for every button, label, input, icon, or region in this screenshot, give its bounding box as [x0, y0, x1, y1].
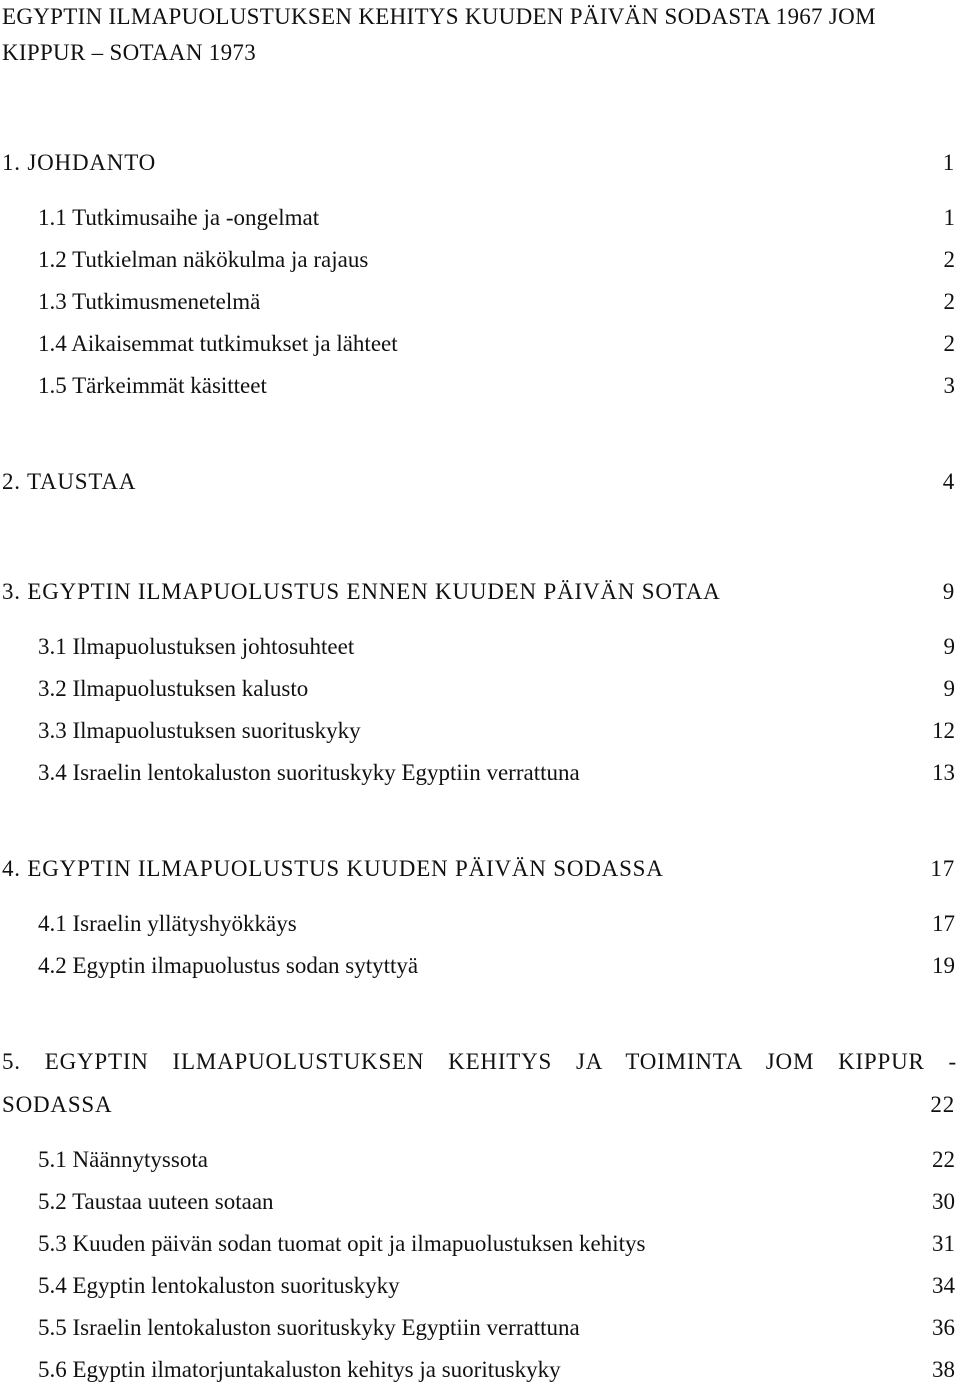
toc-page-number: 13 — [932, 760, 955, 785]
toc-section-3-2[interactable] — [38, 674, 955, 704]
toc-page-number: 30 — [932, 1189, 955, 1214]
toc-page-number: 22 — [930, 1092, 955, 1117]
toc-page-number: 12 — [932, 718, 955, 743]
toc-page-number: 4 — [942, 469, 955, 494]
toc-label: 3.3 Ilmapuolustuksen suorituskyky — [38, 718, 361, 743]
toc-label: 4.2 Egyptin ilmapuolustus sodan sytyttyä — [38, 953, 419, 978]
toc-label: 3.4 Israelin lentokaluston suorituskyky Egyptiin verrattuna — [38, 760, 580, 785]
document-title-line-2: KIPPUR – SOTAAN 1973 — [2, 40, 256, 65]
toc-label: 5.6 Egyptin ilmatorjuntakaluston kehitys ja suorituskyky — [38, 1357, 561, 1382]
toc-section-5-3[interactable] — [38, 1229, 955, 1259]
toc-section-5-4[interactable] — [38, 1271, 955, 1301]
toc-section-1-5[interactable] — [38, 371, 955, 401]
toc-page-number: 9 — [943, 634, 955, 659]
toc-chapter-3[interactable] — [2, 577, 955, 607]
toc-label: 4.1 Israelin yllätyshyökkäys — [38, 911, 297, 936]
toc-section-5-5[interactable] — [38, 1313, 955, 1343]
toc-label: 5.1 Näännytyssota — [38, 1147, 208, 1172]
toc-label: 5.2 Taustaa uuteen sotaan — [38, 1189, 274, 1214]
toc-section-3-4[interactable] — [38, 758, 955, 788]
toc-label: 1.2 Tutkielman näkökulma ja rajaus — [38, 247, 369, 272]
toc-section-1-3[interactable] — [38, 287, 955, 317]
toc-page-number: 1 — [942, 150, 955, 175]
toc-label: 5.3 Kuuden päivän sodan tuomat opit ja ilmapuolustuksen kehitys — [38, 1231, 646, 1256]
toc-label: 4. EGYPTIN ILMAPUOLUSTUS KUUDEN PÄIVÄN SODASSA — [2, 856, 664, 881]
toc-label: 1.3 Tutkimusmenetelmä — [38, 289, 261, 314]
toc-label: 1.5 Tärkeimmät käsitteet — [38, 373, 267, 398]
toc-page-number: 22 — [932, 1147, 955, 1172]
toc-section-1-1[interactable] — [38, 203, 955, 233]
toc-section-3-1[interactable] — [38, 632, 955, 662]
toc-chapter-1[interactable] — [2, 148, 955, 178]
toc-page-number: 1 — [943, 205, 955, 230]
toc-page-number: 38 — [932, 1357, 955, 1382]
toc-page-number: 17 — [932, 911, 955, 936]
toc-label: 5.5 Israelin lentokaluston suorituskyky Egyptiin verrattuna — [38, 1315, 580, 1340]
toc-chapter-4[interactable] — [2, 854, 955, 884]
toc-label: 2. TAUSTAA — [2, 469, 137, 494]
toc-page-number: 17 — [930, 856, 955, 881]
toc-chapter-5-line-2[interactable] — [2, 1090, 955, 1120]
toc-section-4-1[interactable] — [38, 909, 955, 939]
toc-label: 3.2 Ilmapuolustuksen kalusto — [38, 676, 309, 701]
toc-section-4-2[interactable] — [38, 951, 955, 981]
document-title-line-1: EGYPTIN ILMAPUOLUSTUKSEN KEHITYS KUUDEN PÄIVÄN SODASTA 1967 JOM — [2, 4, 876, 29]
toc-section-5-6[interactable] — [38, 1355, 955, 1385]
toc-page-number: 3 — [943, 373, 955, 398]
toc-label: 1. JOHDANTO — [2, 150, 157, 175]
toc-page-number: 2 — [943, 247, 955, 272]
toc-section-1-4[interactable] — [38, 329, 955, 359]
toc-chapter-2[interactable] — [2, 467, 955, 497]
toc-section-3-3[interactable] — [38, 716, 955, 746]
toc-label: 1.4 Aikaisemmat tutkimukset ja lähteet — [38, 331, 398, 356]
toc-page-number: 31 — [932, 1231, 955, 1256]
toc-label: 1.1 Tutkimusaihe ja -ongelmat — [38, 205, 320, 230]
toc-page-number: 2 — [943, 331, 955, 356]
toc-label: SODASSA — [2, 1092, 113, 1117]
toc-section-1-2[interactable] — [38, 245, 955, 275]
toc-label: 5.4 Egyptin lentokaluston suorituskyky — [38, 1273, 400, 1298]
toc-section-5-2[interactable] — [38, 1187, 955, 1217]
toc-page-number: 2 — [943, 289, 955, 314]
toc-chapter-5-line-1[interactable]: 5. EGYPTIN ILMAPUOLUSTUKSEN KEHITYS JA TOIMINTA JOM KIPPUR - — [2, 1049, 957, 1074]
toc-page-number: 19 — [932, 953, 955, 978]
toc-page-number: 9 — [943, 676, 955, 701]
toc-page-number: 36 — [932, 1315, 955, 1340]
toc-section-5-1[interactable] — [38, 1145, 955, 1175]
toc-label: 3. EGYPTIN ILMAPUOLUSTUS ENNEN KUUDEN PÄIVÄN SOTAA — [2, 579, 721, 604]
toc-page-number: 9 — [942, 579, 955, 604]
toc-page-number: 34 — [932, 1273, 955, 1298]
toc-label: 3.1 Ilmapuolustuksen johtosuhteet — [38, 634, 355, 659]
